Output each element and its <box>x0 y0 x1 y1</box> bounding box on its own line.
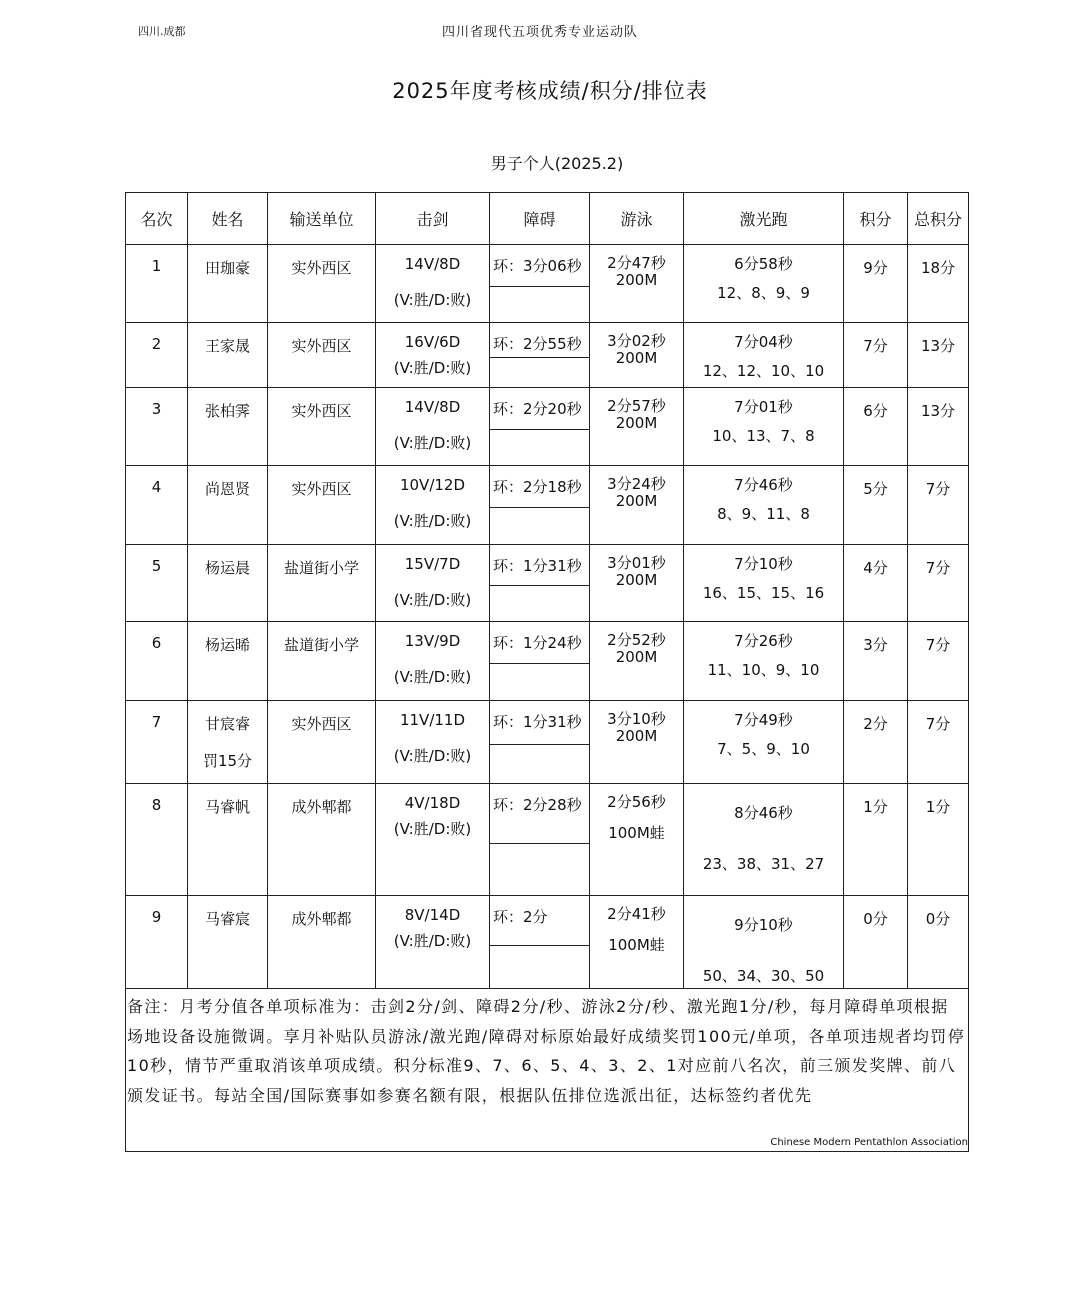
total-points-cell: 0分 <box>908 896 969 989</box>
sending-unit-cell: 盐道街小学 <box>268 545 376 622</box>
points-cell: 0分 <box>844 896 908 989</box>
col-header-laser-run: 激光跑 <box>684 193 844 245</box>
total-points-cell: 1分 <box>908 784 969 896</box>
athlete-name: 王家晟 <box>204 337 250 355</box>
swim-time: 3分02秒 <box>607 332 666 350</box>
laser-run-time: 7分49秒 <box>734 711 793 729</box>
association-name: Chinese Modern Pentathlon Association <box>770 1137 968 1148</box>
swim-distance: 200M <box>615 571 658 589</box>
laser-run-cell <box>684 784 844 896</box>
points-cell: 9分 <box>844 245 908 323</box>
athlete-name: 杨运晨 <box>204 559 250 577</box>
obstacle-blank <box>490 586 589 621</box>
athlete-name-cell <box>188 784 268 896</box>
obstacle-cell <box>490 388 590 466</box>
swim-time: 3分10秒 <box>607 710 666 728</box>
fencing-legend: (V:胜/D:败) <box>393 512 472 530</box>
table-row <box>126 545 969 622</box>
fencing-cell <box>376 701 490 784</box>
laser-run-time: 6分58秒 <box>734 255 793 273</box>
fencing-legend: (V:胜/D:败) <box>393 359 472 377</box>
swim-distance: 200M <box>615 349 658 367</box>
fencing-cell <box>376 622 490 701</box>
laser-run-shots: 12、12、10、10 <box>702 362 825 380</box>
points-cell: 5分 <box>844 466 908 545</box>
swim-time: 2分47秒 <box>607 254 666 272</box>
obstacle-time: 环：1分24秒 <box>490 622 589 664</box>
obstacle-time: 环：2分55秒 <box>490 323 589 358</box>
obstacle-blank <box>490 946 589 988</box>
swimming-cell <box>590 545 684 622</box>
col-header-points: 积分 <box>844 193 908 245</box>
athlete-name-cell <box>188 245 268 323</box>
laser-run-shots: 16、15、15、16 <box>702 584 825 602</box>
athlete-name-cell <box>188 388 268 466</box>
laser-run-cell <box>684 896 844 989</box>
note-row <box>126 989 969 1152</box>
fencing-record: 16V/6D <box>404 333 461 351</box>
athlete-name-cell <box>188 896 268 989</box>
sending-unit-cell: 成外郫都 <box>268 896 376 989</box>
swimming-cell <box>590 466 684 545</box>
col-header-fencing: 击剑 <box>376 193 490 245</box>
col-header-total-points: 总积分 <box>908 193 969 245</box>
fencing-record: 13V/9D <box>404 632 461 650</box>
rank-cell: 4 <box>126 466 188 545</box>
athlete-name: 马睿帆 <box>204 798 250 816</box>
obstacle-blank <box>490 287 589 322</box>
total-points-cell: 7分 <box>908 622 969 701</box>
athlete-name: 张柏霁 <box>204 402 250 420</box>
swimming-cell <box>590 896 684 989</box>
athlete-name: 杨运晞 <box>204 636 250 654</box>
document-subtitle: 男子个人(2025.2) <box>490 154 624 173</box>
athlete-name-cell <box>188 701 268 784</box>
col-header-unit: 输送单位 <box>268 193 376 245</box>
table-header-row <box>126 193 969 245</box>
laser-run-cell <box>684 545 844 622</box>
laser-run-time: 8分46秒 <box>734 804 793 822</box>
results-table <box>125 192 969 1152</box>
sending-unit-cell: 实外西区 <box>268 466 376 545</box>
swimming-cell <box>590 388 684 466</box>
obstacle-time: 环：1分31秒 <box>490 701 589 745</box>
rank-cell: 9 <box>126 896 188 989</box>
points-cell: 4分 <box>844 545 908 622</box>
fencing-record: 14V/8D <box>404 255 461 273</box>
athlete-name: 甘宸睿 <box>204 715 250 733</box>
obstacle-blank <box>490 745 589 783</box>
table-row <box>126 466 969 545</box>
rank-cell: 3 <box>126 388 188 466</box>
fencing-record: 15V/7D <box>404 555 461 573</box>
athlete-name: 尚恩贤 <box>204 480 250 498</box>
rank-cell: 7 <box>126 701 188 784</box>
laser-run-shots: 11、10、9、10 <box>707 661 820 679</box>
fencing-cell <box>376 466 490 545</box>
swimming-cell <box>590 245 684 323</box>
total-points-cell: 7分 <box>908 466 969 545</box>
laser-run-shots: 23、38、31、27 <box>702 855 825 873</box>
fencing-legend: (V:胜/D:败) <box>393 668 472 686</box>
remarks-text: 备注：月考分值各单项标准为：击剑2分/剑、障碍2分/秒、游泳2分/秒、激光跑1分/秒，每月障碍单项根据场地设备设施微调。享月补贴队员游泳/激光跑/障碍对标原始最好成绩奖罚100元/单项，各单项违规者均罚停10秒，情节严重取消该单项成绩。积分标准9、7、6、5、4、3、2、1对应前八名次，前三颁发奖牌、前八颁发证书。每站全国/国际赛事如参赛名额有限，根据队伍排位选派出征，达标签约者优先 <box>127 997 966 1105</box>
fencing-record: 11V/11D <box>399 711 466 729</box>
athlete-name: 马睿宸 <box>204 910 250 928</box>
obstacle-blank <box>490 664 589 700</box>
swim-distance: 200M <box>615 648 658 666</box>
sending-unit-cell: 成外郫都 <box>268 784 376 896</box>
swimming-cell <box>590 784 684 896</box>
obstacle-blank <box>490 430 589 465</box>
obstacle-time: 环：2分 <box>490 896 589 946</box>
document-title: 2025年度考核成绩/积分/排位表 <box>392 79 708 103</box>
obstacle-cell <box>490 466 590 545</box>
athlete-name-cell <box>188 545 268 622</box>
swim-distance: 200M <box>615 727 658 745</box>
swim-distance: 100M蛙 <box>608 936 665 954</box>
table-row <box>126 784 969 896</box>
fencing-cell <box>376 784 490 896</box>
fencing-record: 8V/14D <box>404 906 461 924</box>
laser-run-cell <box>684 323 844 388</box>
obstacle-cell <box>490 323 590 388</box>
points-cell: 2分 <box>844 701 908 784</box>
col-header-name: 姓名 <box>188 193 268 245</box>
obstacle-blank <box>490 508 589 544</box>
obstacle-time: 环：2分28秒 <box>490 784 589 844</box>
points-cell: 6分 <box>844 388 908 466</box>
fencing-legend: (V:胜/D:败) <box>393 291 472 309</box>
swim-time: 2分56秒 <box>607 793 666 811</box>
fencing-legend: (V:胜/D:败) <box>393 747 472 765</box>
swim-distance: 100M蛙 <box>608 824 665 842</box>
col-header-swimming: 游泳 <box>590 193 684 245</box>
total-points-cell: 7分 <box>908 545 969 622</box>
laser-run-time: 7分46秒 <box>734 476 793 494</box>
obstacle-cell <box>490 896 590 989</box>
fencing-legend: (V:胜/D:败) <box>393 932 472 950</box>
fencing-record: 10V/12D <box>399 476 466 494</box>
col-header-obstacle: 障碍 <box>490 193 590 245</box>
rank-cell: 8 <box>126 784 188 896</box>
points-cell: 7分 <box>844 323 908 388</box>
athlete-name-cell <box>188 466 268 545</box>
points-cell: 3分 <box>844 622 908 701</box>
obstacle-time: 环：3分06秒 <box>490 245 589 287</box>
sending-unit-cell: 实外西区 <box>268 701 376 784</box>
laser-run-cell <box>684 701 844 784</box>
obstacle-blank <box>490 844 589 895</box>
fencing-cell <box>376 245 490 323</box>
obstacle-cell <box>490 622 590 701</box>
swimming-cell <box>590 701 684 784</box>
swim-time: 2分57秒 <box>607 397 666 415</box>
fencing-legend: (V:胜/D:败) <box>393 820 472 838</box>
laser-run-shots: 12、8、9、9 <box>717 284 810 302</box>
laser-run-cell <box>684 388 844 466</box>
laser-run-shots: 8、9、11、8 <box>717 505 810 523</box>
rank-cell: 2 <box>126 323 188 388</box>
table-row <box>126 388 969 466</box>
laser-run-time: 7分01秒 <box>734 398 793 416</box>
swim-distance: 200M <box>615 271 658 289</box>
fencing-cell <box>376 545 490 622</box>
athlete-name-cell <box>188 323 268 388</box>
laser-run-time: 7分10秒 <box>734 555 793 573</box>
swimming-cell <box>590 622 684 701</box>
col-header-rank: 名次 <box>126 193 188 245</box>
laser-run-cell <box>684 466 844 545</box>
swim-time: 2分52秒 <box>607 631 666 649</box>
laser-run-cell <box>684 622 844 701</box>
fencing-legend: (V:胜/D:败) <box>393 434 472 452</box>
total-points-cell: 18分 <box>908 245 969 323</box>
obstacle-cell <box>490 245 590 323</box>
obstacle-time: 环：2分20秒 <box>490 388 589 430</box>
laser-run-cell <box>684 245 844 323</box>
table-row <box>126 622 969 701</box>
athlete-penalty: 罚15分 <box>202 752 253 770</box>
table-row <box>126 896 969 989</box>
table-row <box>126 323 969 388</box>
table-row <box>126 701 969 784</box>
total-points-cell: 7分 <box>908 701 969 784</box>
laser-run-shots: 50、34、30、50 <box>702 967 825 985</box>
fencing-cell <box>376 323 490 388</box>
fencing-record: 4V/18D <box>404 794 461 812</box>
header-team-name: 四川省现代五项优秀专业运动队 <box>441 25 638 40</box>
laser-run-time: 9分10秒 <box>734 916 793 934</box>
fencing-cell <box>376 388 490 466</box>
swim-time: 3分01秒 <box>607 554 666 572</box>
table-row <box>126 245 969 323</box>
sending-unit-cell: 实外西区 <box>268 388 376 466</box>
total-points-cell: 13分 <box>908 323 969 388</box>
header-location: 四川.成都 <box>138 25 186 38</box>
swim-time: 3分24秒 <box>607 475 666 493</box>
laser-run-shots: 7、5、9、10 <box>717 740 810 758</box>
rank-cell: 5 <box>126 545 188 622</box>
swimming-cell <box>590 323 684 388</box>
obstacle-cell <box>490 701 590 784</box>
fencing-legend: (V:胜/D:败) <box>393 591 472 609</box>
athlete-name-cell <box>188 622 268 701</box>
sending-unit-cell: 实外西区 <box>268 245 376 323</box>
laser-run-time: 7分04秒 <box>734 333 793 351</box>
swim-distance: 200M <box>615 492 658 510</box>
laser-run-shots: 10、13、7、8 <box>712 427 815 445</box>
fencing-cell <box>376 896 490 989</box>
sending-unit-cell: 实外西区 <box>268 323 376 388</box>
rank-cell: 6 <box>126 622 188 701</box>
obstacle-time: 环：1分31秒 <box>490 545 589 586</box>
sending-unit-cell: 盐道街小学 <box>268 622 376 701</box>
athlete-name: 田珈豪 <box>204 259 250 277</box>
rank-cell: 1 <box>126 245 188 323</box>
swim-distance: 200M <box>615 414 658 432</box>
obstacle-blank <box>490 358 589 387</box>
points-cell: 1分 <box>844 784 908 896</box>
total-points-cell: 13分 <box>908 388 969 466</box>
swim-time: 2分41秒 <box>607 905 666 923</box>
obstacle-time: 环：2分18秒 <box>490 466 589 508</box>
laser-run-time: 7分26秒 <box>734 632 793 650</box>
fencing-record: 14V/8D <box>404 398 461 416</box>
obstacle-cell <box>490 784 590 896</box>
obstacle-cell <box>490 545 590 622</box>
